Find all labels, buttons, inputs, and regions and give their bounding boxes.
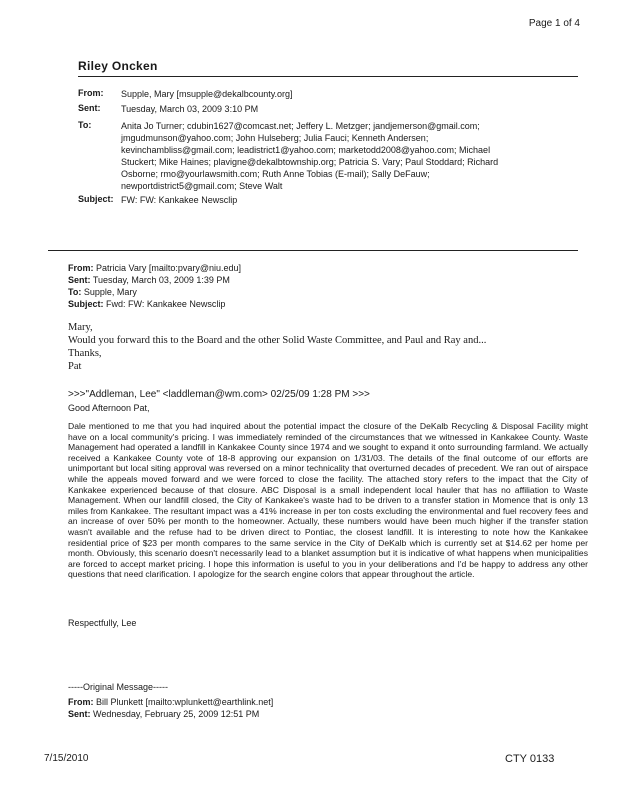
- forward-note: [68, 321, 588, 373]
- note-thanks: Thanks,: [68, 348, 102, 359]
- from-value: Supple, Mary [msupple@dekalbcounty.org]: [121, 89, 293, 99]
- quoted-header: >>>"Addleman, Lee" <laddleman@wm.com> 02/25/09 1:28 PM >>>: [68, 389, 370, 400]
- fwd-to-value: Supple, Mary: [83, 287, 137, 297]
- to-recipients: [121, 120, 561, 192]
- fwd-subject-value: Fwd: FW: Kankakee Newsclip: [106, 299, 226, 309]
- fwd-from-row: [68, 262, 241, 274]
- fwd-subject-label: Subject:: [68, 299, 104, 309]
- orig-from-value: Bill Plunkett [mailto:wplunkett@earthlink.net]: [96, 697, 274, 707]
- orig-from-row: [68, 697, 273, 707]
- fwd-from-value: Patricia Vary [mailto:pvary@niu.edu]: [96, 263, 242, 273]
- fwd-from-label: From:: [68, 263, 94, 273]
- sign-off: Respectfully, Lee: [68, 618, 137, 628]
- header-divider: [78, 76, 578, 77]
- fwd-sent-row: [68, 274, 230, 286]
- message-divider: [48, 250, 578, 251]
- fwd-to-row: [68, 286, 137, 298]
- sent-value: Tuesday, March 03, 2009 3:10 PM: [121, 104, 259, 114]
- orig-sent-row: [68, 709, 259, 719]
- to-line: Stuckert; Mike Haines; plavigne@dekalbtownship.org; Patricia S. Vary; Paul Stoddard; Richard: [121, 157, 499, 167]
- to-line: jmgudmunson@yahoo.com; John Hulseberg; Julia Fauci; Kenneth Andersen;: [121, 133, 429, 143]
- fwd-to-label: To:: [68, 287, 82, 297]
- orig-sent-label: Sent:: [68, 709, 91, 719]
- greeting: Good Afternoon Pat,: [68, 403, 150, 413]
- fwd-sent-value: Tuesday, March 03, 2009 1:39 PM: [92, 275, 230, 285]
- note-signature: Pat: [68, 361, 82, 372]
- note-salutation: Mary,: [68, 322, 93, 333]
- orig-sent-value: Wednesday, February 25, 2009 12:51 PM: [93, 709, 260, 719]
- message-body: Dale mentioned to me that you had inquired about the potential impact the closure of the DeKalb Recycling & Disposal Facility might have on a local community's pricing. I was immediately reminded of the circumstances that we witnessed in Kankakee County. Waste Management had operated a landfill in Kankakee County since 1974 and we sought to expand it onto surrounding farmland. We actually received a Kankakee County vote of 18-8 approving our expansion on 1/31/03. The details of the final outcome of our efforts are unimportant but local siting approval was reversed on a minor technicality that overturned decades of precedent. We ran out of airspace while the appeals moved forward and we were forced to close the facility. The attached story refers to the impact that the City of Kankakee experienced because of that closure. ABC Disposal is a small independent local hauler that has no affiliation to Waste Management. When our landfill closed, the City of Kankakee's waste had to be driven to a transfer station in Momence that is only 13 miles from Kankakee. The resultant impact was a 41% increase in per ton costs excluding the environmental and fuel recovery fees and an increase of over 50% per month to the homeowner. Actually, these numbers would have been much higher if the transfer station wasn't available and the refuse had to be driven direct to Pontiac, the closest landfill. It is interesting to note how the Kankakee residential price of $23 per month compares to the same service in the City of DeKalb which is currently set at $14.62 per home per month. Obviously, this scenario doesn't necessarily lead to a blanket assumption but it is indicative of what happens when municipalities are forced to accept market pricing. I hope this information is useful to you in your deliberations and I'd be happy to address any other questions that need clarification. I apologize for the search engine colors that appear throughout the article.: [68, 421, 588, 580]
- to-label: To:: [78, 120, 92, 130]
- page-number: Page 1 of 4: [528, 18, 580, 29]
- from-label: From:: [78, 88, 104, 98]
- to-line: kevinchambliss@gmail.com; leadistrict1@yahoo.com; marketodd2008@yahoo.com; Michael: [121, 145, 491, 155]
- sent-label: Sent:: [78, 103, 101, 113]
- bates-number: CTY 0133: [505, 753, 555, 765]
- to-line: Anita Jo Turner; cdubin1627@comcast.net; Jeffery L. Metzger; jandjemerson@gmail.com;: [121, 121, 480, 131]
- mailbox-owner: Riley Oncken: [78, 59, 158, 73]
- note-line: Would you forward this to the Board and the other Solid Waste Committee, and Paul and Ray and...: [68, 335, 487, 346]
- fwd-sent-label: Sent:: [68, 275, 91, 285]
- subject-value: FW: FW: Kankakee Newsclip: [121, 195, 238, 205]
- footer-date: 7/15/2010: [44, 753, 89, 764]
- to-line: newportdistrict5@gmail.com; Steve Walt: [121, 181, 283, 191]
- to-line: Osborne; rmo@yourlawsmith.com; Ruth Anne Tobias (E-mail); Sally DeFauw;: [121, 169, 430, 179]
- orig-from-label: From:: [68, 697, 94, 707]
- fwd-subject-row: [68, 298, 225, 310]
- original-message-marker: -----Original Message-----: [68, 682, 169, 692]
- subject-label: Subject:: [78, 194, 114, 204]
